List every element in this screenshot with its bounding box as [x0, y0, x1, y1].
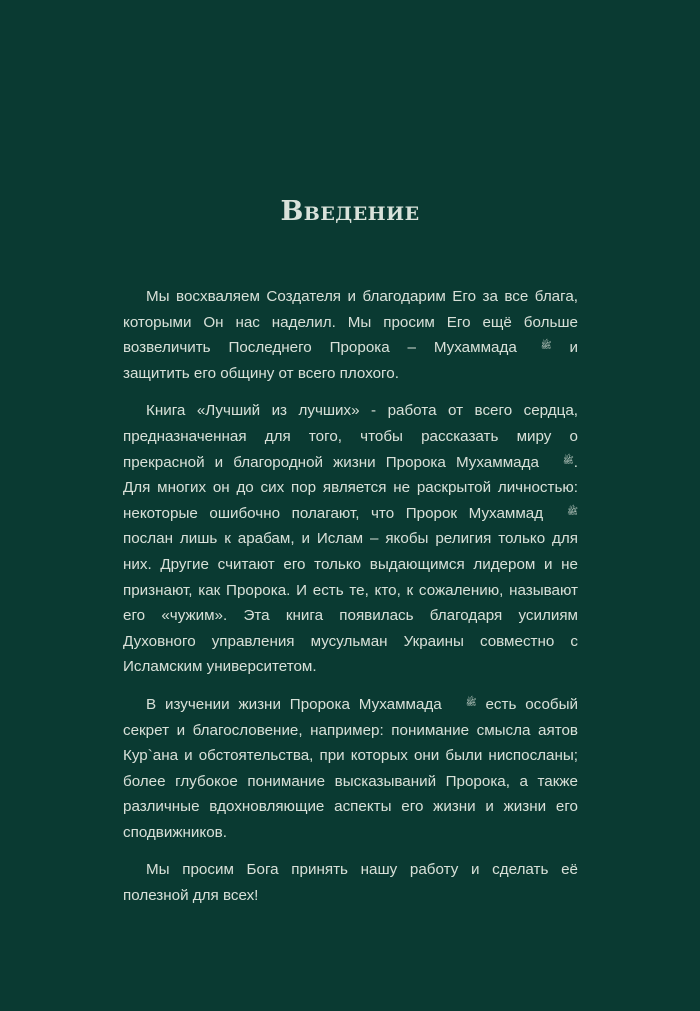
paragraph-1	[123, 284, 578, 386]
paragraph-3	[123, 692, 578, 846]
honorific-sign: ﷺ	[562, 454, 574, 465]
paragraph-2-text-3: послан лишь к арабам, и Ислам – якобы религия только для них. Другие считают его только выдающимся лидером и не признают, как Пророка. И есть те, кто, к сожалению, называют его «чужим». Эта книга появилась благодаря усилиям Духовного управления мусульман Украины совместно с Исламским университетом.	[123, 530, 578, 676]
paragraph-4-text-1: Мы просим Бога принять нашу работу и сделать её полезной для всех!	[123, 861, 578, 905]
introduction-text	[123, 284, 578, 921]
paragraph-2-text-1: Книга «Лучший из лучших» - работа от всего сердца, предназначенная для того, чтобы рассказать миру о прекрасной и благородной жизни Пророка Мухаммада	[123, 402, 578, 471]
paragraph-4	[123, 857, 578, 908]
paragraph-2	[123, 398, 578, 680]
honorific-sign: ﷺ	[567, 505, 578, 516]
paragraph-1-text-2: и защитить его общину от всего плохого.	[123, 339, 578, 382]
paragraph-1-text-1: Мы восхваляем Создателя и благодарим Его за все блага, которыми Он нас наделил. Мы просим Его ещё больше возвеличить Последнего Пророка – Мухаммада	[123, 288, 578, 357]
paragraph-3-text-2: есть особый секрет и благословение, например: понимание смысла аятов Кур`ана и обстоятельства, при которых они были ниспосланы; более глубокое понимание высказываний Пророка, а также различные вдохновляющие аспекты его жизни и жизни его сподвижников.	[123, 695, 578, 841]
paragraph-3-text-1: В изучении жизни Пророка Мухаммада	[146, 695, 442, 713]
honorific-sign: ﷺ	[540, 340, 552, 351]
honorific-sign: ﷺ	[465, 696, 477, 707]
paragraph-2-text-2: . Для многих он до сих пор является не раскрытой личностью: некоторые ошибочно полагают, что Пророк Мухаммад	[123, 453, 578, 522]
page-title: Введение	[280, 196, 420, 228]
